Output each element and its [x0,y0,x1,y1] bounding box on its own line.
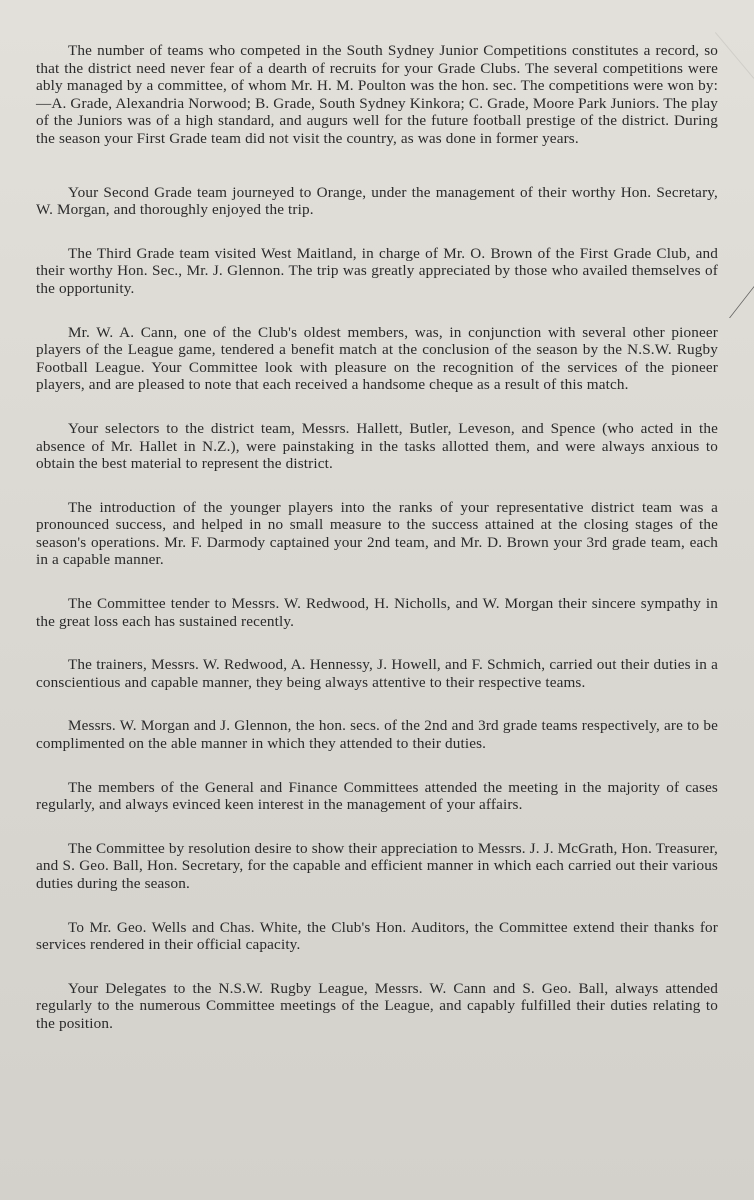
paragraph-appreciation: The Committee by resolution desire to show their appreciation to Messrs. J. J. McGrath, Hon. Treasurer, and S. Geo. Ball, Hon. Secretary, for the capable and efficient manner in which each carried out their various duties during the season. [36,839,718,892]
paragraph-junior-competitions: The number of teams who competed in the South Sydney Junior Competitions constitutes a record, so that the district need never fear of a dearth of recruits for your Grade Clubs. The several competitions were ably managed by a committee, of whom Mr. H. M. Poulton was the hon. sec. The competitions were won by:—A. Grade, Alexandria Norwood; B. Grade, South Sydney Kinkora; C. Grade, Moore Park Juniors. The play of the Juniors was of a high standard, and augurs well for the future football prestige of the district. During the season your First Grade team did not visit the country, as was done in former years. [36,42,718,147]
paragraph-committees: The members of the General and Finance Committees attended the meeting in the majority of cases regularly, and always evinced keen interest in the management of your affairs. [36,778,718,814]
paragraph-third-grade: The Third Grade team visited West Maitland, in charge of Mr. O. Brown of the First Grade Club, and their worthy Hon. Sec., Mr. J. Glennon. The trip was greatly appreciated by those who availed themselves of the opportunity. [36,244,718,297]
paragraph-younger-players: The introduction of the younger players into the ranks of your representative district team was a pronounced success, and helped in no small measure to the success attained at the closing stages of the season's operations. Mr. F. Darmody captained your 2nd team, and Mr. D. Brown your 3rd grade team, each in a capable manner. [36,498,718,569]
paragraph-sympathy: The Committee tender to Messrs. W. Redwood, H. Nicholls, and W. Morgan their sincere sympathy in the great loss each has sustained recently. [36,595,718,630]
paragraph-benefit-match: Mr. W. A. Cann, one of the Club's oldest members, was, in conjunction with several other pioneer players of the League game, tendered a benefit match at the conclusion of the season by the N.S.W. Rugby Football League. Your Committee look with pleasure on the recognition of the services of the pioneer players, and are pleased to note that each received a handsome cheque as a result of this match. [36,323,718,394]
paragraph-auditors: To Mr. Geo. Wells and Chas. White, the Club's Hon. Auditors, the Committee extend their thanks for services rendered in their official capacity. [36,918,718,954]
paragraph-second-grade: Your Second Grade team journeyed to Orange, under the management of their worthy Hon. Secretary, W. Morgan, and thoroughly enjoyed the trip. [36,183,718,219]
paragraph-hon-secs: Messrs. W. Morgan and J. Glennon, the hon. secs. of the 2nd and 3rd grade teams respectively, are to be complimented on the able manner in which they attended to their duties. [36,717,718,753]
paragraph-selectors: Your selectors to the district team, Messrs. Hallett, Butler, Leveson, and Spence (who acted in the absence of Mr. Hallet in N.Z.), were painstaking in the tasks allotted them, and were always anxious to obtain the best material to represent the district. [36,419,718,473]
page-fold [715,0,754,79]
paragraph-trainers: The trainers, Messrs. W. Redwood, A. Hennessy, J. Howell, and F. Schmich, carried out their duties in a conscientious and capable manner, they being always attentive to their respective teams. [36,656,718,691]
paragraph-delegates: Your Delegates to the N.S.W. Rugby League, Messrs. W. Cann and S. Geo. Ball, always attended regularly to the numerous Committee meetings of the League, and capably fulfilled their duties relating to the position. [36,979,718,1032]
